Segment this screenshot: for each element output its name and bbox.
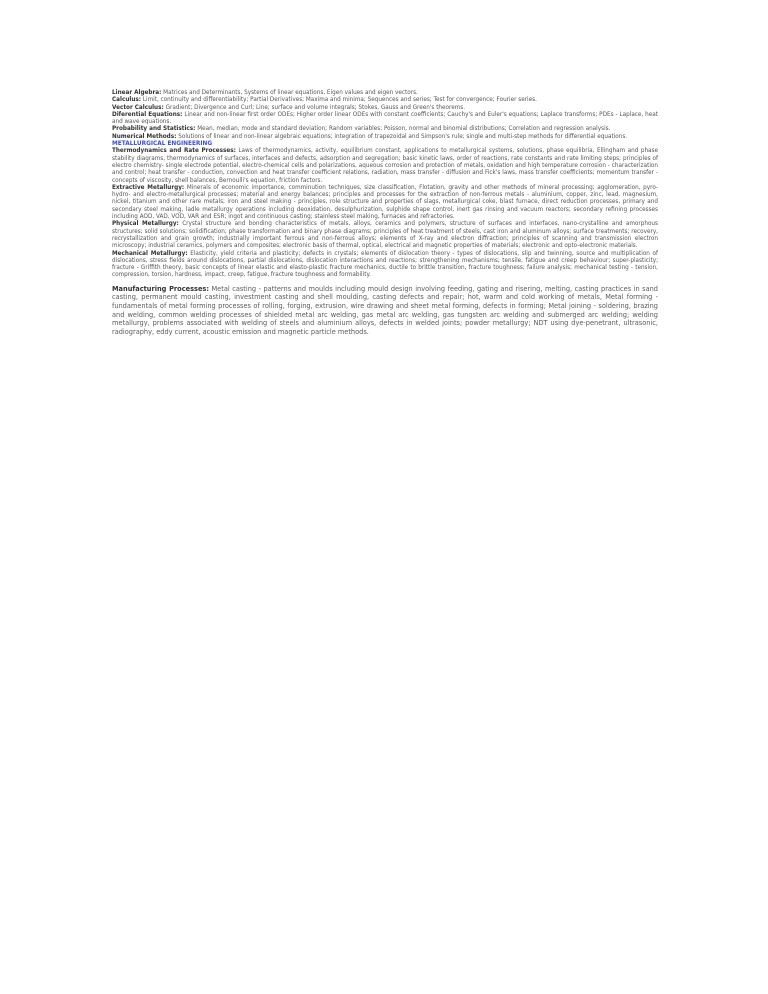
topic-term: Thermodynamics and Rate Processes: xyxy=(112,148,236,155)
topic-term: Vector Calculus: xyxy=(112,104,164,111)
topic-extractive-metallurgy xyxy=(112,185,658,221)
topic-term: Mechanical Metallurgy: xyxy=(112,250,188,257)
topic-text: Gradient; Divergence and Curl; Line; surface and volume integrals; Stokes, Gauss and Green's theorems. xyxy=(163,104,466,111)
topic-text: Mean, median, mode and standard deviation; Random variables; Poisson, normal and binomial distributions; Correlation and regression analysis. xyxy=(195,126,611,133)
topic-thermodynamics xyxy=(112,148,658,184)
topic-differential-equations xyxy=(112,112,658,127)
topic-term: Linear Algebra: xyxy=(112,90,162,96)
topic-text: Minerals of economic importance, comminution techniques, size classification, Flotation, gravity and other methods of mineral processing; agglomeration, pyro- hydro- and electro-metallurgical processes; material and energy balances; principles and processes for the extraction of non-ferrous metals - aluminium, copper, zinc, lead, magnesium, nickel, titanium and other rare metals; iron and steel making - principles, role structure and properties of slags, metallurgical coke, blast furnace, direct reduction processes, primary and secondary steel making, ladle metallurgy operations including deoxidation, desulphurization, sulphide shape control, inert gas rinsing and vacuum reactors; secondary refining processes including AOD, VAD, VOD, VAR and ESR; ingot and continuous casting; stainless steel making, furnaces and refractories. xyxy=(112,184,658,221)
topic-term: Calculus: xyxy=(112,97,142,104)
topic-text: Laws of thermodynamics, activity, equilibrium constant, applications to metallurgical systems, solutions, phase equilibria, Ellingham and phase stability diagrams, thermodynamics of surfaces, interfaces and defects, adsorption and segregation; basic kinetic laws, order of reactions, rate constants and rate limiting steps; principles of electro chemistry- single electrode potential, electro-chemical cells and polarizations, aqueous corrosion and protection of metals, oxidation and high temperature corrosion - characterization and control; heat transfer - conduction, convection and heat transfer coefficient relations, radiation, mass transfer - diffusion and Fick's laws, mass transfer coefficients; momentum transfer - concepts of viscosity, shell balances, Bernoulli's equation, friction factors. xyxy=(112,148,658,184)
topic-term: Numerical Methods: xyxy=(112,133,177,140)
topic-text: Metal casting - patterns and moulds including mould design involving feeding, gating and risering, melting, casting practices in sand casting, permanent mould casting, investment casting and shell moulding, casting defects and repair; hot, warm and cold working of metals, Metal forming - fundamentals of metal forming processes of rolling, forging, extrusion, wire drawing and sheet metal forming, defects in forming; Metal joining - soldering, brazing and welding, common welding processes of shielded metal arc welding, gas metal arc welding, gas tungsten arc welding and submerged arc welding; welding metallurgy, problems associated with welding of steels and aluminium alloys, defects in welded joints; powder metallurgy; NDT using dye-penetrant, ultrasonic, radiography, eddy current, acoustic emission and magnetic particle methods. xyxy=(112,284,658,336)
topic-linear-algebra xyxy=(112,90,658,97)
topic-text: Matrices and Determinants, Systems of linear equations, Eigen values and eigen vectors. xyxy=(161,90,418,96)
topic-text: Crystal structure and bonding characteristics of metals, alloys, ceramics and polymers, structure of surfaces and interfaces, nano-crystalline and amorphous structures; solid solutions; solidification; phase transformation and binary phase diagrams; principles of heat treatment of steels, cast iron and aluminum alloys; surface treatments; recovery, recrystallization and grain growth; industrially important ferrous and non-ferrous alloys; elements of X-ray and electron diffraction; principles of scanning and transmission electron microscopy; industrial ceramics, polymers and composites; electronic basis of thermal, optical, electrical and magnetic properties of materials; electronic and opto-electronic materials. xyxy=(112,221,659,250)
topic-text: Limit, continuity and differentiability; Partial Derivatives; Maxima and minima; Sequences and series; Test for convergence; Fourier series. xyxy=(141,97,537,104)
topic-probability-statistics xyxy=(112,126,658,133)
topic-text: Solutions of linear and non-linear algebraic equations; integration of trapezoidal and Simpson's rule; single and multi-step methods for differential equations. xyxy=(176,133,628,140)
topic-term: Extractive Metallurgy: xyxy=(112,184,185,191)
topic-vector-calculus xyxy=(112,105,658,112)
topic-manufacturing-processes xyxy=(112,285,658,337)
topic-term: Diferential Equations: xyxy=(112,111,183,118)
topic-text: Elasticity, yield criteria and plasticity; defects in crystals; elements of dislocation theory - types of dislocations, slip and twinning, source and multiplication of dislocations, stress fields around dislocations, partial dislocations, dislocation interactions and reactions; strengthening mechanisms; tensile, fatigue and creep behaviour; super-plasticity; fracture - Griffith theory, basic concepts of linear elastic and elasto-plastic fracture mechanics, ductile to brittle transition, fracture toughness; failure analysis; mechanical testing - tension, compression, torsion, hardness, impact, creep, fatigue, fracture toughness and formability. xyxy=(112,250,659,279)
topic-calculus xyxy=(112,97,658,104)
section-heading-metallurgical: METALLURGICAL ENGINEERING xyxy=(112,141,213,148)
topic-text: Linear and non-linear first order ODEs; Higher order linear ODEs with constant coefficients; Cauchy's and Euler's equations; Laplace transforms; PDEs - Laplace, heat and wave equations. xyxy=(112,111,658,126)
topic-term: Manufacturing Processes: xyxy=(112,284,209,293)
topic-numerical-methods xyxy=(112,134,658,141)
topic-physical-metallurgy xyxy=(112,221,658,250)
topic-mechanical-metallurgy xyxy=(112,251,658,280)
syllabus-document xyxy=(112,90,658,336)
topic-term: Physical Metallurgy: xyxy=(112,221,179,228)
topic-term: Probability and Statistics: xyxy=(112,126,196,133)
